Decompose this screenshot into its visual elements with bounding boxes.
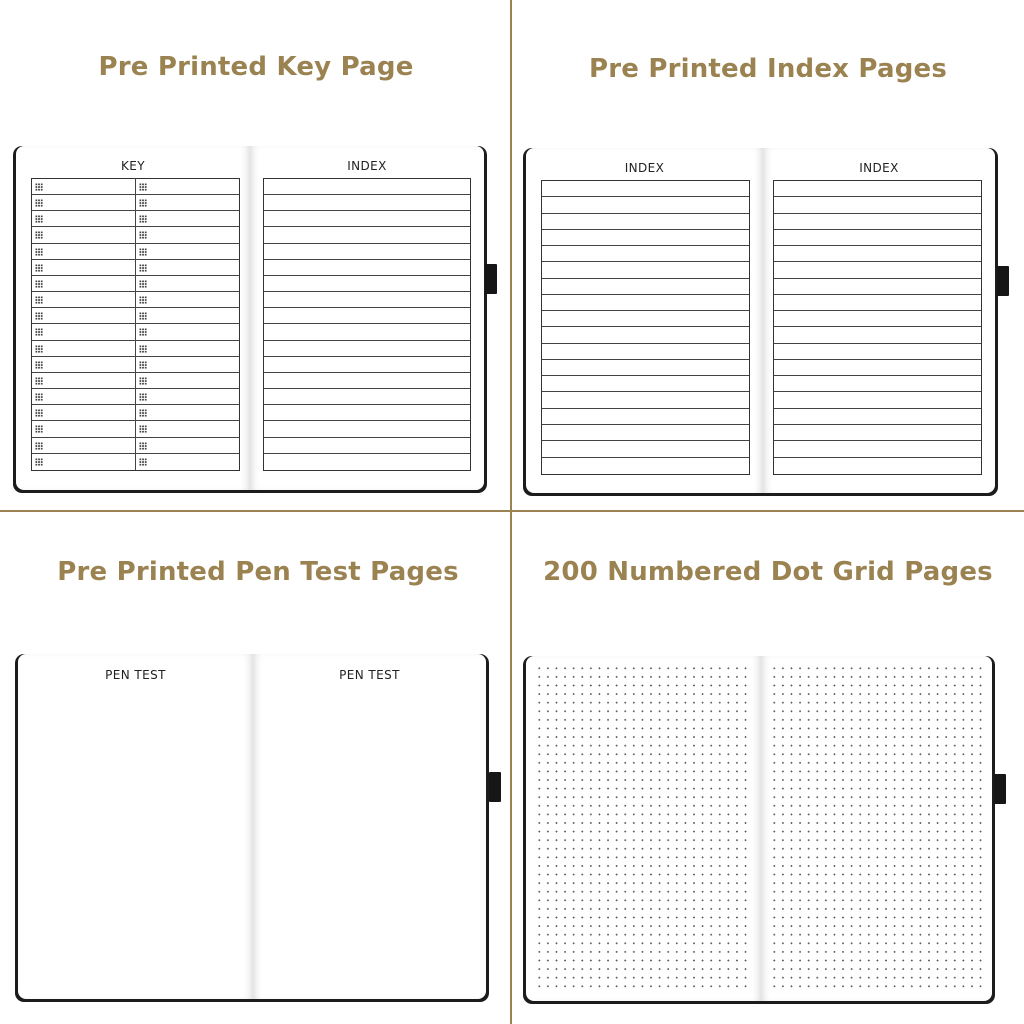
key-cell — [32, 260, 136, 275]
index-page-label: INDEX — [347, 159, 387, 173]
key-cell — [136, 324, 240, 339]
key-row — [32, 292, 239, 308]
index-row — [264, 260, 470, 276]
index-row — [774, 197, 981, 213]
dot-grid-icon — [139, 345, 147, 353]
key-cell — [136, 308, 240, 323]
index-row — [774, 441, 981, 457]
key-cell — [136, 421, 240, 436]
dot-grid-page-left — [526, 656, 761, 1001]
pen-test-right-label: PEN TEST — [339, 668, 400, 682]
dot-grid-icon — [35, 458, 43, 466]
index-row — [774, 262, 981, 278]
key-cell — [32, 373, 136, 388]
key-cell — [136, 244, 240, 259]
key-cell — [136, 357, 240, 372]
key-cell — [32, 308, 136, 323]
index-pages-title: Pre Printed Index Pages — [588, 54, 948, 84]
index-page — [250, 146, 484, 490]
dot-grid-icon — [139, 183, 147, 191]
key-cell — [32, 389, 136, 404]
index-row — [542, 181, 749, 197]
dot-grid-icon — [35, 215, 43, 223]
index-row — [774, 246, 981, 262]
key-row — [32, 357, 239, 373]
dot-grid-icon — [139, 312, 147, 320]
key-row — [32, 324, 239, 340]
index-row — [264, 276, 470, 292]
index-row — [264, 244, 470, 260]
key-cell — [136, 389, 240, 404]
pen-test-page-right — [253, 654, 486, 999]
dot-grid-icon — [35, 393, 43, 401]
key-row — [32, 405, 239, 421]
key-row — [32, 244, 239, 260]
dot-grid-icon — [35, 312, 43, 320]
index-page-right-label: INDEX — [859, 161, 899, 175]
horizontal-divider — [0, 510, 1024, 512]
pen-test-page-left — [18, 654, 253, 999]
index-table-right — [773, 180, 982, 475]
key-cell — [32, 276, 136, 291]
index-page-left — [526, 148, 763, 493]
index-row — [542, 458, 749, 474]
index-row — [264, 405, 470, 421]
dot-grid-icon — [35, 345, 43, 353]
key-row — [32, 454, 239, 470]
pen-test-notebook — [15, 654, 489, 1002]
index-row — [264, 357, 470, 373]
key-page-title: Pre Printed Key Page — [98, 52, 414, 82]
index-row — [774, 458, 981, 474]
key-cell — [32, 292, 136, 307]
index-row — [542, 425, 749, 441]
key-row — [32, 308, 239, 324]
dot-grid-icon — [139, 425, 147, 433]
index-row — [542, 441, 749, 457]
index-row — [774, 425, 981, 441]
dot-grid-icon — [35, 264, 43, 272]
index-row — [542, 327, 749, 343]
index-row — [542, 376, 749, 392]
dot-grid-page-right — [761, 656, 992, 1001]
key-row — [32, 421, 239, 437]
dot-grid-icon — [35, 409, 43, 417]
index-row — [264, 438, 470, 454]
dot-grid-icon — [35, 377, 43, 385]
elastic-band — [485, 264, 497, 294]
index-row — [542, 360, 749, 376]
dot-grid-icon — [35, 328, 43, 336]
key-row — [32, 211, 239, 227]
key-page-notebook — [13, 146, 487, 493]
key-cell — [136, 373, 240, 388]
key-cell — [136, 179, 240, 194]
key-cell — [136, 341, 240, 356]
index-row — [542, 246, 749, 262]
dot-grid-icon — [139, 215, 147, 223]
dot-grid-icon — [139, 458, 147, 466]
elastic-band — [997, 266, 1009, 296]
index-row — [264, 454, 470, 470]
dot-grid-icon — [35, 183, 43, 191]
dot-grid-icon — [139, 328, 147, 336]
index-row — [774, 360, 981, 376]
key-row — [32, 341, 239, 357]
index-row — [264, 324, 470, 340]
index-row — [264, 227, 470, 243]
index-table — [263, 178, 471, 471]
dot-grid-icon — [139, 442, 147, 450]
dot-grid-pages-title: 200 Numbered Dot Grid Pages — [543, 557, 993, 587]
index-table-left — [541, 180, 750, 475]
dot-grid-icon — [35, 199, 43, 207]
pen-test-pages-title: Pre Printed Pen Test Pages — [57, 557, 459, 587]
key-row — [32, 438, 239, 454]
index-row — [264, 292, 470, 308]
dot-grid-icon — [35, 280, 43, 288]
dot-grid-icon — [35, 442, 43, 450]
key-cell — [136, 195, 240, 210]
dot-grid-notebook — [523, 656, 995, 1004]
index-row — [264, 179, 470, 195]
index-row — [774, 376, 981, 392]
pen-test-left-label: PEN TEST — [105, 668, 166, 682]
index-row — [542, 214, 749, 230]
vertical-divider — [510, 0, 512, 1024]
key-cell — [32, 438, 136, 453]
key-cell — [136, 438, 240, 453]
key-cell — [32, 227, 136, 242]
index-row — [542, 230, 749, 246]
dot-grid-icon — [139, 296, 147, 304]
dot-grid-icon — [139, 231, 147, 239]
index-row — [264, 389, 470, 405]
index-row — [542, 262, 749, 278]
key-row — [32, 179, 239, 195]
index-page-right — [763, 148, 995, 493]
key-page — [16, 146, 250, 490]
index-row — [264, 308, 470, 324]
index-row — [264, 421, 470, 437]
index-row — [264, 341, 470, 357]
key-cell — [136, 260, 240, 275]
dot-grid-icon — [35, 425, 43, 433]
key-cell — [136, 211, 240, 226]
key-cell — [32, 211, 136, 226]
key-row — [32, 276, 239, 292]
key-cell — [32, 421, 136, 436]
key-cell — [136, 227, 240, 242]
dot-grid-icon — [139, 409, 147, 417]
index-row — [542, 392, 749, 408]
index-row — [774, 311, 981, 327]
key-row — [32, 260, 239, 276]
dot-grid-icon — [35, 248, 43, 256]
key-page-label: KEY — [121, 159, 145, 173]
key-table — [31, 178, 240, 471]
index-row — [774, 230, 981, 246]
index-row — [542, 344, 749, 360]
dot-grid-left — [535, 664, 752, 993]
key-cell — [32, 341, 136, 356]
index-row — [542, 409, 749, 425]
index-row — [774, 327, 981, 343]
key-cell — [136, 292, 240, 307]
key-row — [32, 227, 239, 243]
key-cell — [136, 276, 240, 291]
key-cell — [136, 405, 240, 420]
key-cell — [32, 195, 136, 210]
index-row — [774, 409, 981, 425]
index-row — [774, 279, 981, 295]
index-row — [264, 373, 470, 389]
key-cell — [32, 179, 136, 194]
index-pages-notebook — [523, 148, 998, 496]
index-row — [774, 214, 981, 230]
key-cell — [32, 454, 136, 470]
index-page-left-label: INDEX — [624, 161, 665, 175]
index-row — [542, 295, 749, 311]
elastic-band — [994, 774, 1006, 804]
key-cell — [32, 405, 136, 420]
key-cell — [32, 357, 136, 372]
dot-grid-icon — [139, 280, 147, 288]
dot-grid-icon — [139, 393, 147, 401]
dot-grid-icon — [35, 361, 43, 369]
dot-grid-icon — [35, 296, 43, 304]
dot-grid-right — [770, 664, 983, 993]
index-row — [774, 344, 981, 360]
dot-grid-icon — [139, 199, 147, 207]
index-row — [264, 211, 470, 227]
index-row — [264, 195, 470, 211]
elastic-band — [489, 772, 501, 802]
index-row — [542, 311, 749, 327]
key-row — [32, 389, 239, 405]
dot-grid-icon — [139, 361, 147, 369]
dot-grid-icon — [139, 377, 147, 385]
index-row — [774, 392, 981, 408]
key-row — [32, 195, 239, 211]
dot-grid-icon — [35, 231, 43, 239]
index-row — [542, 279, 749, 295]
key-cell — [32, 244, 136, 259]
index-row — [774, 181, 981, 197]
key-row — [32, 373, 239, 389]
key-cell — [32, 324, 136, 339]
index-row — [774, 295, 981, 311]
key-cell — [136, 454, 240, 470]
index-row — [542, 197, 749, 213]
dot-grid-icon — [139, 264, 147, 272]
dot-grid-icon — [139, 248, 147, 256]
